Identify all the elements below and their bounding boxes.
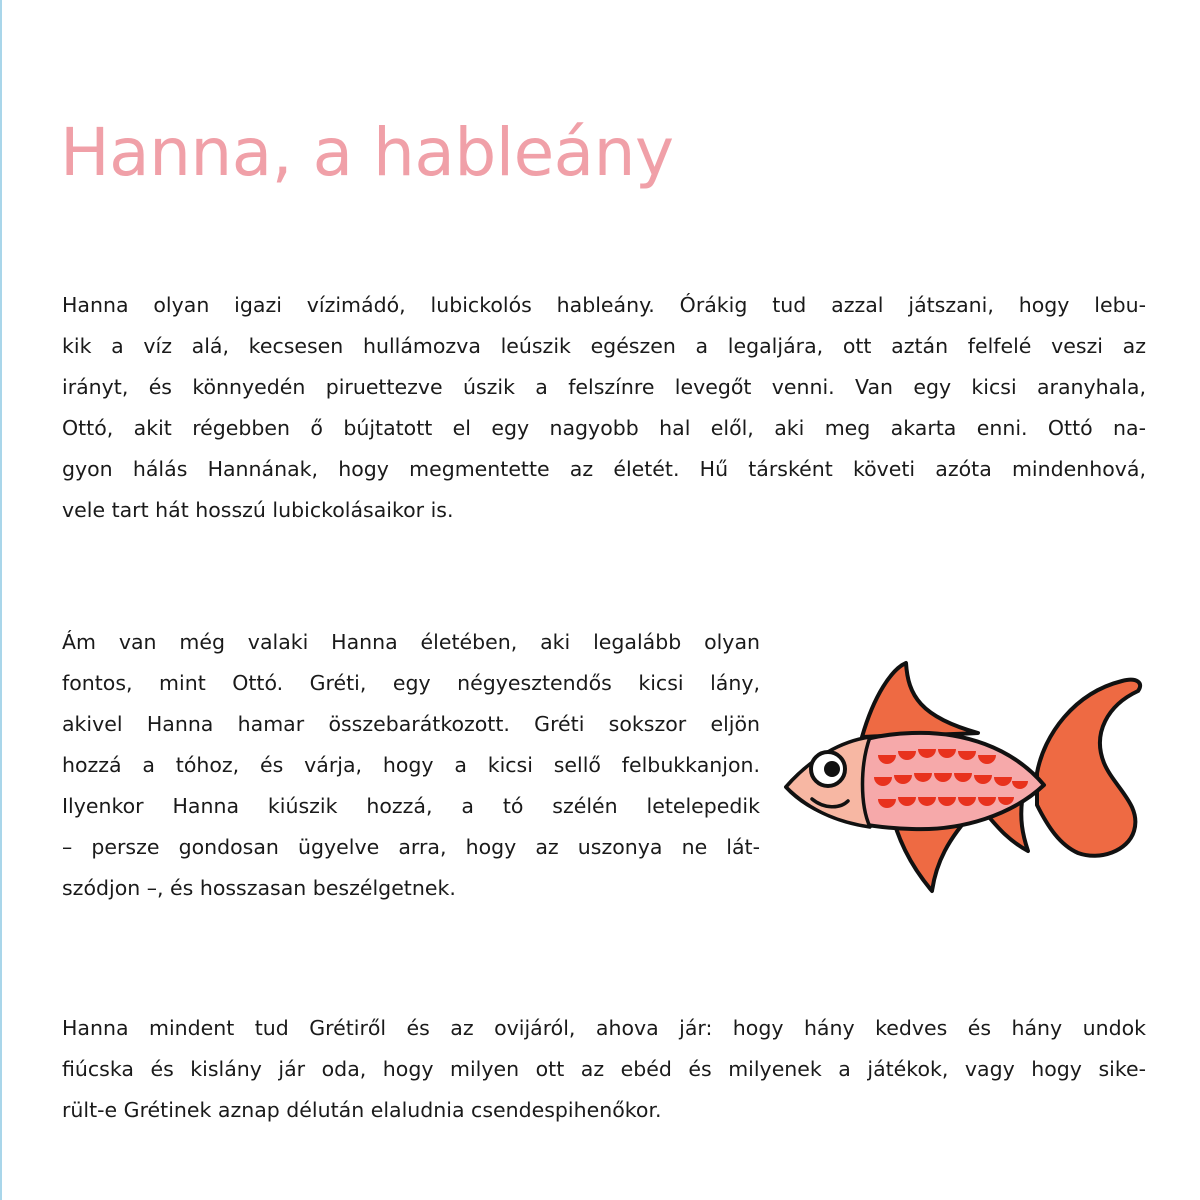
dorsal-fin <box>862 663 978 737</box>
page-title: Hanna, a hableány <box>60 114 674 191</box>
paragraph-3 <box>62 1008 1146 1131</box>
paragraph-line: Hanna olyan igazi vízimádó, lubickolós hableány. Órákig tud azzal játszani, hogy lebu- <box>62 293 1146 317</box>
paragraph-line: kik a víz alá, kecsesen hullámozva leúszik egészen a legaljára, ott aztán felfelé veszi az <box>62 334 1146 358</box>
paragraph-line: akivel Hanna hamar összebarátkozott. Gréti sokszor eljön <box>62 712 760 736</box>
paragraph-line: gyon hálás Hannának, hogy megmentette az életét. Hű társként követi azóta mindenhová, <box>62 457 1146 481</box>
paragraph-line: irányt, és könnyedén piruettezve úszik a felszínre levegőt venni. Van egy kicsi aranyhala, <box>62 375 1146 399</box>
goldfish-icon <box>782 655 1152 905</box>
paragraph-line: vele tart hát hosszú lubickolásaikor is. <box>62 498 454 522</box>
fish-pupil <box>824 761 840 777</box>
paragraph-line: fontos, mint Ottó. Gréti, egy négyesztendős kicsi lány, <box>62 671 760 695</box>
paragraph-line: Hanna mindent tud Grétiről és az ovijáról, ahova jár: hogy hány kedves és hány undok <box>62 1016 1146 1040</box>
paragraph-line: rült-e Grétinek aznap délután elaludnia csendespihenőkor. <box>62 1098 662 1122</box>
paragraph-line: fiúcska és kislány jár oda, hogy milyen ott az ebéd és milyenek a játékok, vagy hogy sike- <box>62 1057 1146 1081</box>
paragraph-line: szódjon –, és hosszasan beszélgetnek. <box>62 876 456 900</box>
paragraph-line: hozzá a tóhoz, és várja, hogy a kicsi sellő felbukkanjon. <box>62 753 760 777</box>
paragraph-1 <box>62 285 1146 531</box>
paragraph-line: Ottó, akit régebben ő bújtatott el egy nagyobb hal elől, aki meg akarta enni. Ottó na- <box>62 416 1146 440</box>
paragraph-line: Ilyenkor Hanna kiúszik hozzá, a tó szélén letelepedik <box>62 794 760 818</box>
paragraph-line: Ám van még valaki Hanna életében, aki legalább olyan <box>62 630 760 654</box>
paragraph-line: – persze gondosan ügyelve arra, hogy az uszonya ne lát- <box>62 835 760 859</box>
tail-fin <box>1037 680 1140 856</box>
paragraph-2 <box>62 622 760 909</box>
